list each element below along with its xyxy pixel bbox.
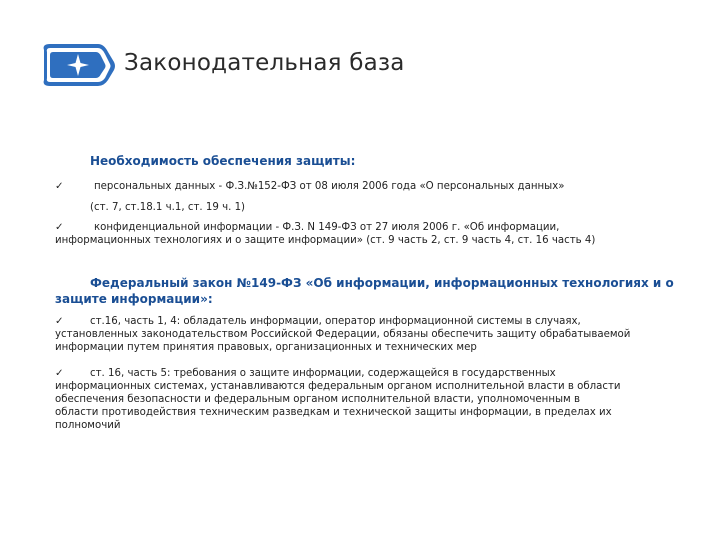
section-heading-law-149 [55,275,675,291]
list-item-personal-data-line2: (ст. 7, ст.18.1 ч.1, ст. 19 ч. 1) [90,202,246,213]
checkmark-icon: ✓ [55,222,64,233]
list-item-confidential-line2: информационных технологиях и о защите информации» (ст. 9 часть 2, ст. 9 часть 4, ст. 16 часть 4) [55,235,596,246]
list-item-confidential-line1: конфиденциальной информации - Ф.З. N 149-ФЗ от 27 июля 2006 г. «Об информации, [94,222,560,233]
page-title: Законодательная база [124,50,405,76]
list-item-art16-5-line2: информационных системах, устанавливаются федеральным органом исполнительной власти в области [55,381,621,392]
list-item-personal-data-line1: персональных данных - Ф.З.№152-ФЗ от 08 июля 2006 года «О персональных данных» [94,181,565,192]
list-item-art16-1-line3: информации путем принятия правовых, организационных и технических мер [55,342,477,353]
star-emblem-logo-icon [40,40,116,90]
checkmark-icon: ✓ [55,368,64,379]
section-heading-line2: защите информации»: [55,292,213,306]
section-heading-protection: Необходимость обеспечения защиты: [90,154,356,168]
list-item-art16-5-line3: обеспечения безопасности и федеральным органом исполнительной власти, уполномоченным в [55,394,580,405]
list-item-art16-5-line5: полномочий [55,420,121,431]
checkmark-icon: ✓ [55,316,64,327]
checkmark-icon: ✓ [55,181,64,192]
section-heading-line1: Федеральный закон №149-ФЗ «Об информации, информационных технологиях и о [90,276,674,290]
list-item-art16-5-line4: области противодействия техническим разведкам и технической защиты информации, в пределах их [55,407,612,418]
list-item-art16-5-line1: ст. 16, часть 5: требования о защите информации, содержащейся в государственных [90,368,556,379]
list-item-art16-1-line2: установленных законодательством Российской Федерации, обязаны обеспечить защиту обрабатываемой [55,329,631,340]
list-item-art16-1-line1: ст.16, часть 1, 4: обладатель информации, оператор информационной системы в случаях, [90,316,581,327]
